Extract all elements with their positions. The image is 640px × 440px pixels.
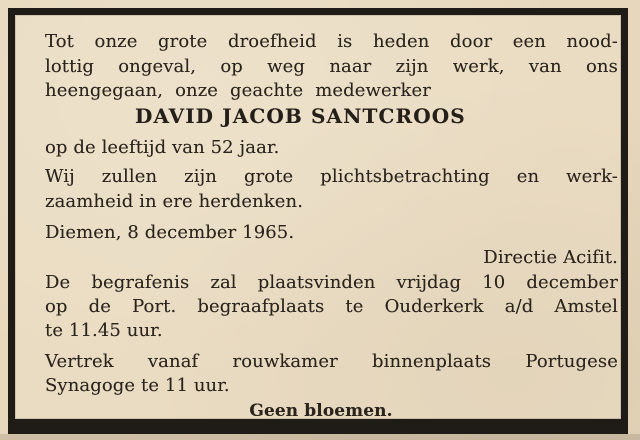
word: zullen: [101, 166, 158, 187]
word: de: [88, 296, 111, 317]
announcement-line-1: [45, 30, 618, 54]
word: en: [516, 166, 540, 187]
funeral-line-1: [45, 271, 618, 295]
word: van: [528, 56, 562, 77]
departure-line-2: Synagoge te 11 uur.: [45, 375, 230, 396]
word: op: [45, 296, 68, 317]
word: onze: [175, 80, 219, 101]
page-edge: [0, 434, 640, 440]
word: door: [450, 31, 493, 52]
word: 10: [482, 272, 506, 293]
announcement-line-3: [45, 79, 618, 103]
departure-line-1: [45, 350, 618, 374]
word: Ouderkerk: [384, 296, 484, 317]
word: is: [337, 31, 353, 52]
word: Portugese: [525, 351, 618, 372]
word: plichtsbetrachting: [320, 166, 490, 187]
bottom-border-rule: [8, 426, 628, 434]
place-and-date: Diemen, 8 december 1965.: [45, 222, 295, 243]
no-flowers-note: Geen bloemen.: [249, 401, 393, 421]
word: Amstel: [554, 296, 618, 317]
word: droefheid: [227, 31, 317, 52]
word: De: [45, 272, 71, 293]
word: ons: [585, 56, 618, 77]
word: werk-: [566, 166, 618, 187]
word: zijn: [184, 166, 217, 187]
word: binnenplaats: [372, 351, 492, 372]
word: medewerker: [315, 80, 431, 101]
memory-line-1: [45, 165, 618, 189]
word: rouwkamer: [232, 351, 338, 372]
word: ongeval,: [118, 56, 197, 77]
word: plaatsvinden: [257, 272, 376, 293]
word: heengegaan,: [45, 80, 164, 101]
word: begraafplaats: [197, 296, 325, 317]
word: te: [345, 296, 364, 317]
obituary-notice: [8, 8, 628, 426]
funeral-line-3: te 11.45 uur.: [45, 320, 163, 341]
word: heden: [372, 31, 430, 52]
word: Vertrek: [45, 351, 114, 372]
word: een: [512, 31, 546, 52]
announcement-line-2: [45, 55, 618, 79]
word: werk,: [452, 56, 505, 77]
word: geachte: [230, 80, 304, 101]
word: nood-: [566, 31, 618, 52]
word: zal: [210, 272, 237, 293]
word: vrijdag: [396, 272, 462, 293]
word: Port.: [132, 296, 177, 317]
signature: Directie Acifit.: [483, 247, 618, 268]
word: vanaf: [147, 351, 199, 372]
word: onze: [94, 31, 138, 52]
word: begrafenis: [91, 272, 190, 293]
memory-line-2: zaamheid in ere herdenken.: [45, 191, 304, 212]
word: zijn: [395, 56, 429, 77]
word: naar: [329, 56, 372, 77]
deceased-name: DAVID JACOB SANTCROOS: [135, 104, 466, 128]
word: weg: [267, 56, 306, 77]
word: december: [526, 272, 618, 293]
word: Tot: [45, 31, 74, 52]
word: grote: [158, 31, 208, 52]
funeral-line-2: [45, 295, 618, 319]
word: grote: [243, 166, 294, 187]
age-line: op de leeftijd van 52 jaar.: [45, 137, 280, 158]
word: lottig: [45, 56, 94, 77]
word: a/d: [504, 296, 534, 317]
word: op: [220, 56, 243, 77]
word: Wij: [45, 166, 75, 187]
